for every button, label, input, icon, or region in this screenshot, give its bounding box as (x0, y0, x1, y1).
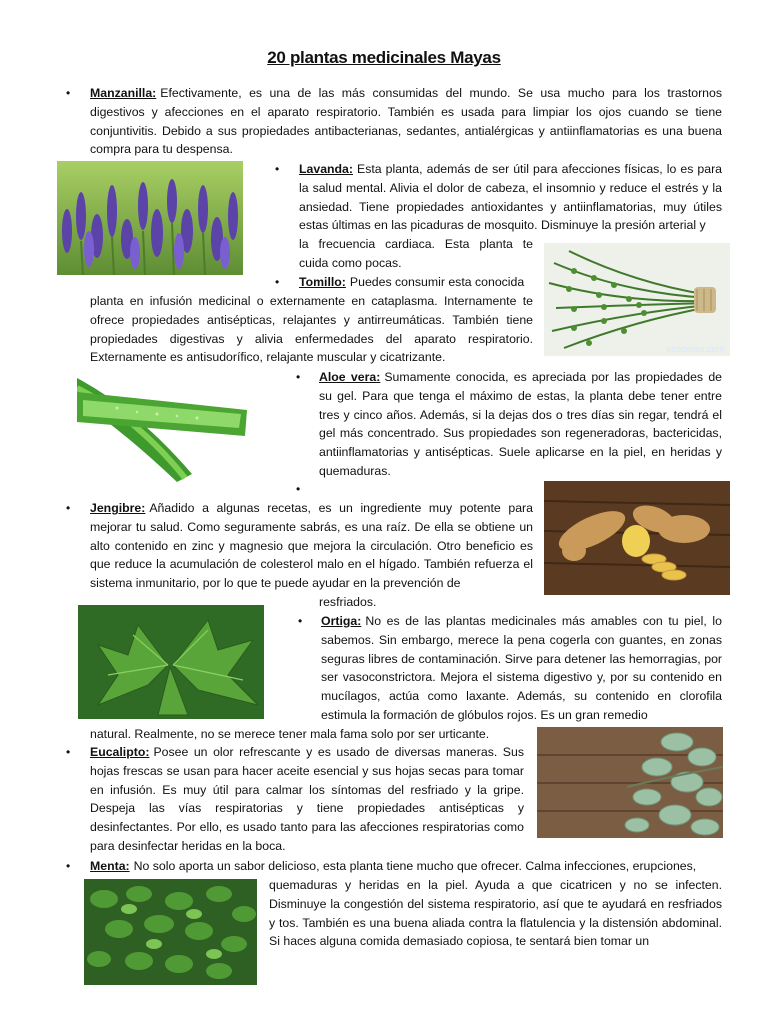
thyme-photo (544, 243, 730, 356)
page-title: 20 plantas medicinales Mayas (267, 48, 501, 67)
bullet-lavanda: • (275, 162, 280, 176)
text-lavanda-cont: la frecuencia cardiaca. Esta planta te cuida como pocas. (299, 237, 533, 270)
text-eucalipto: Posee un olor refrescante y es usado de diversas maneras. Sus hojas frescas se usan para hacer aceite esencial y sus hojas secas para tomar en infusión. Es muy útil para calmar los síntomas del resfriado y la gripe. Despeja las vías respiratorias y tiene propiedades antisépticas y desinfectantes. Por ello, es usado tanto para las afecciones respiratorias como para desinfectar heridas en la boca. (90, 745, 524, 853)
paragraph-ortiga (321, 612, 722, 725)
term-tomillo: Tomillo: (299, 275, 346, 289)
paragraph-menta (90, 857, 722, 876)
paragraph-jengibre-cont (319, 593, 519, 612)
paragraph-manzanilla (90, 84, 722, 159)
term-jengibre: Jengibre: (90, 501, 146, 515)
mint-photo (84, 879, 257, 985)
aloe-photo (77, 370, 249, 484)
paragraph-eucalipto (90, 743, 524, 856)
term-eucalipto: Eucalipto: (90, 745, 150, 759)
bullet-jengibre: • (66, 501, 71, 515)
text-tomillo-cont: planta en infusión medicinal o externamente en cataplasma. Internamente te ofrece propiedades antisépticas, relajantes y antirreumáticas. También tiene propiedades digestivas y alivia enfermedades del aparato respiratorio. Externamente es antisudorífico, relajante muscular y cicatrizante. (90, 294, 533, 365)
text-ortiga-cont: natural. Realmente, no se merece tener mala fama solo por ser urticante. (90, 727, 490, 741)
text-manzanilla: Efectivamente, es una de las más consumidas del mundo. Se usa mucho para los trastornos digestivos y afecciones en el aparato respiratorio. También es usada para limpiar los ojos cuando se tiene conjuntivitis. Debido a sus propiedades antibacterianas, sedantes, antialérgicas y antiinflamatorias es una buena compra para tu despensa. (90, 86, 722, 157)
text-jengibre-cont: resfriados. (319, 595, 377, 609)
text-aloe: Sumamente conocida, es apreciada por las propiedades de su gel. Para que tenga el máximo de estas, la planta debe tener entre tres y cinco años. Además, si la dejas dos o tres días sin regar, tendrá el gel más concentrado. Sus propiedades son regeneradoras, bactericidas, antiinflamatorias y antisépticas. Suele aplicarse en la piel, en heridas y quemaduras. (319, 370, 722, 478)
text-menta-cont: quemaduras y heridas en la piel. Ayuda a que cicatricen y no se infecten. Disminuye la congestión del sistema respiratorio, así que te ayudará en resfriados y tos. También es una buena aliada contra la flatulencia y la distensión abdominal. Si haces alguna comida demasiado copiosa, te sentará bien tomar un (269, 878, 722, 949)
paragraph-aloe (319, 368, 722, 481)
nettle-photo (78, 605, 264, 719)
eucalyptus-photo (537, 727, 723, 838)
text-jengibre: Añadido a algunas recetas, es un ingrediente muy potente para mejorar tu salud. Como seguramente sabrás, es una raíz. De ella se obtiene un alto contenido en zinc y magnesio que mejora la circulación. Otro beneficio es que reduce la acumulación de colesterol malo en el hígado. También refuerza el sistema inmunitario, por lo que te puede ayudar en la prevención de (90, 501, 533, 591)
term-ortiga: Ortiga: (321, 614, 362, 628)
text-ortiga: No es de las plantas medicinales más amables con tu piel, lo sabemos. Sin embargo, merece la pena cogerla con guantes, en zonas seguras libres de contaminación. Sirve para detener las hemorragias, por ser vasoconstrictora. Mejora el sistema digestivo y, por su contenido en mucílagos, actúa como laxante. Además, su contenido en clorofila estimula la formación de glóbulos rojos. Es un gran remedio (321, 614, 722, 722)
paragraph-lavanda (299, 160, 722, 235)
term-aloe: Aloe vera: (319, 370, 381, 384)
ginger-photo (544, 481, 730, 595)
lavender-photo (57, 161, 243, 275)
bullet-aloe: • (296, 370, 301, 384)
paragraph-tomillo-cont (90, 292, 533, 367)
term-manzanilla: Manzanilla: (90, 86, 157, 100)
term-lavanda: Lavanda: (299, 162, 353, 176)
text-lavanda: Esta planta, además de ser útil para afecciones físicas, lo es para la salud mental. Alivia el dolor de cabeza, el insomnio y reduce el estrés y la ansiedad. Tiene propiedades antioxidantes y antiinflamatorias, muy útiles estas últimas en las picaduras de mosquito. Disminuye la presión arterial y (299, 162, 722, 233)
bullet-ortiga: • (298, 614, 303, 628)
paragraph-tomillo (299, 273, 533, 292)
term-menta: Menta: (90, 859, 130, 873)
bullet-manzanilla: • (66, 86, 71, 100)
text-tomillo: Puedes consumir esta conocida (349, 275, 525, 289)
paragraph-jengibre (90, 499, 533, 593)
bullet-eucalipto: • (66, 745, 71, 759)
thyme-watermark: ecocosas.com (666, 344, 724, 354)
text-menta: No solo aporta un sabor delicioso, esta planta tiene mucho que ofrecer. Calma infecciones, erupciones, (133, 859, 697, 873)
bullet-tomillo: • (275, 275, 280, 289)
paragraph-lavanda-cont (299, 235, 533, 273)
paragraph-menta-cont (269, 876, 722, 951)
bullet-empty: • (296, 482, 301, 496)
paragraph-ortiga-cont (90, 725, 540, 744)
bullet-menta: • (66, 859, 71, 873)
